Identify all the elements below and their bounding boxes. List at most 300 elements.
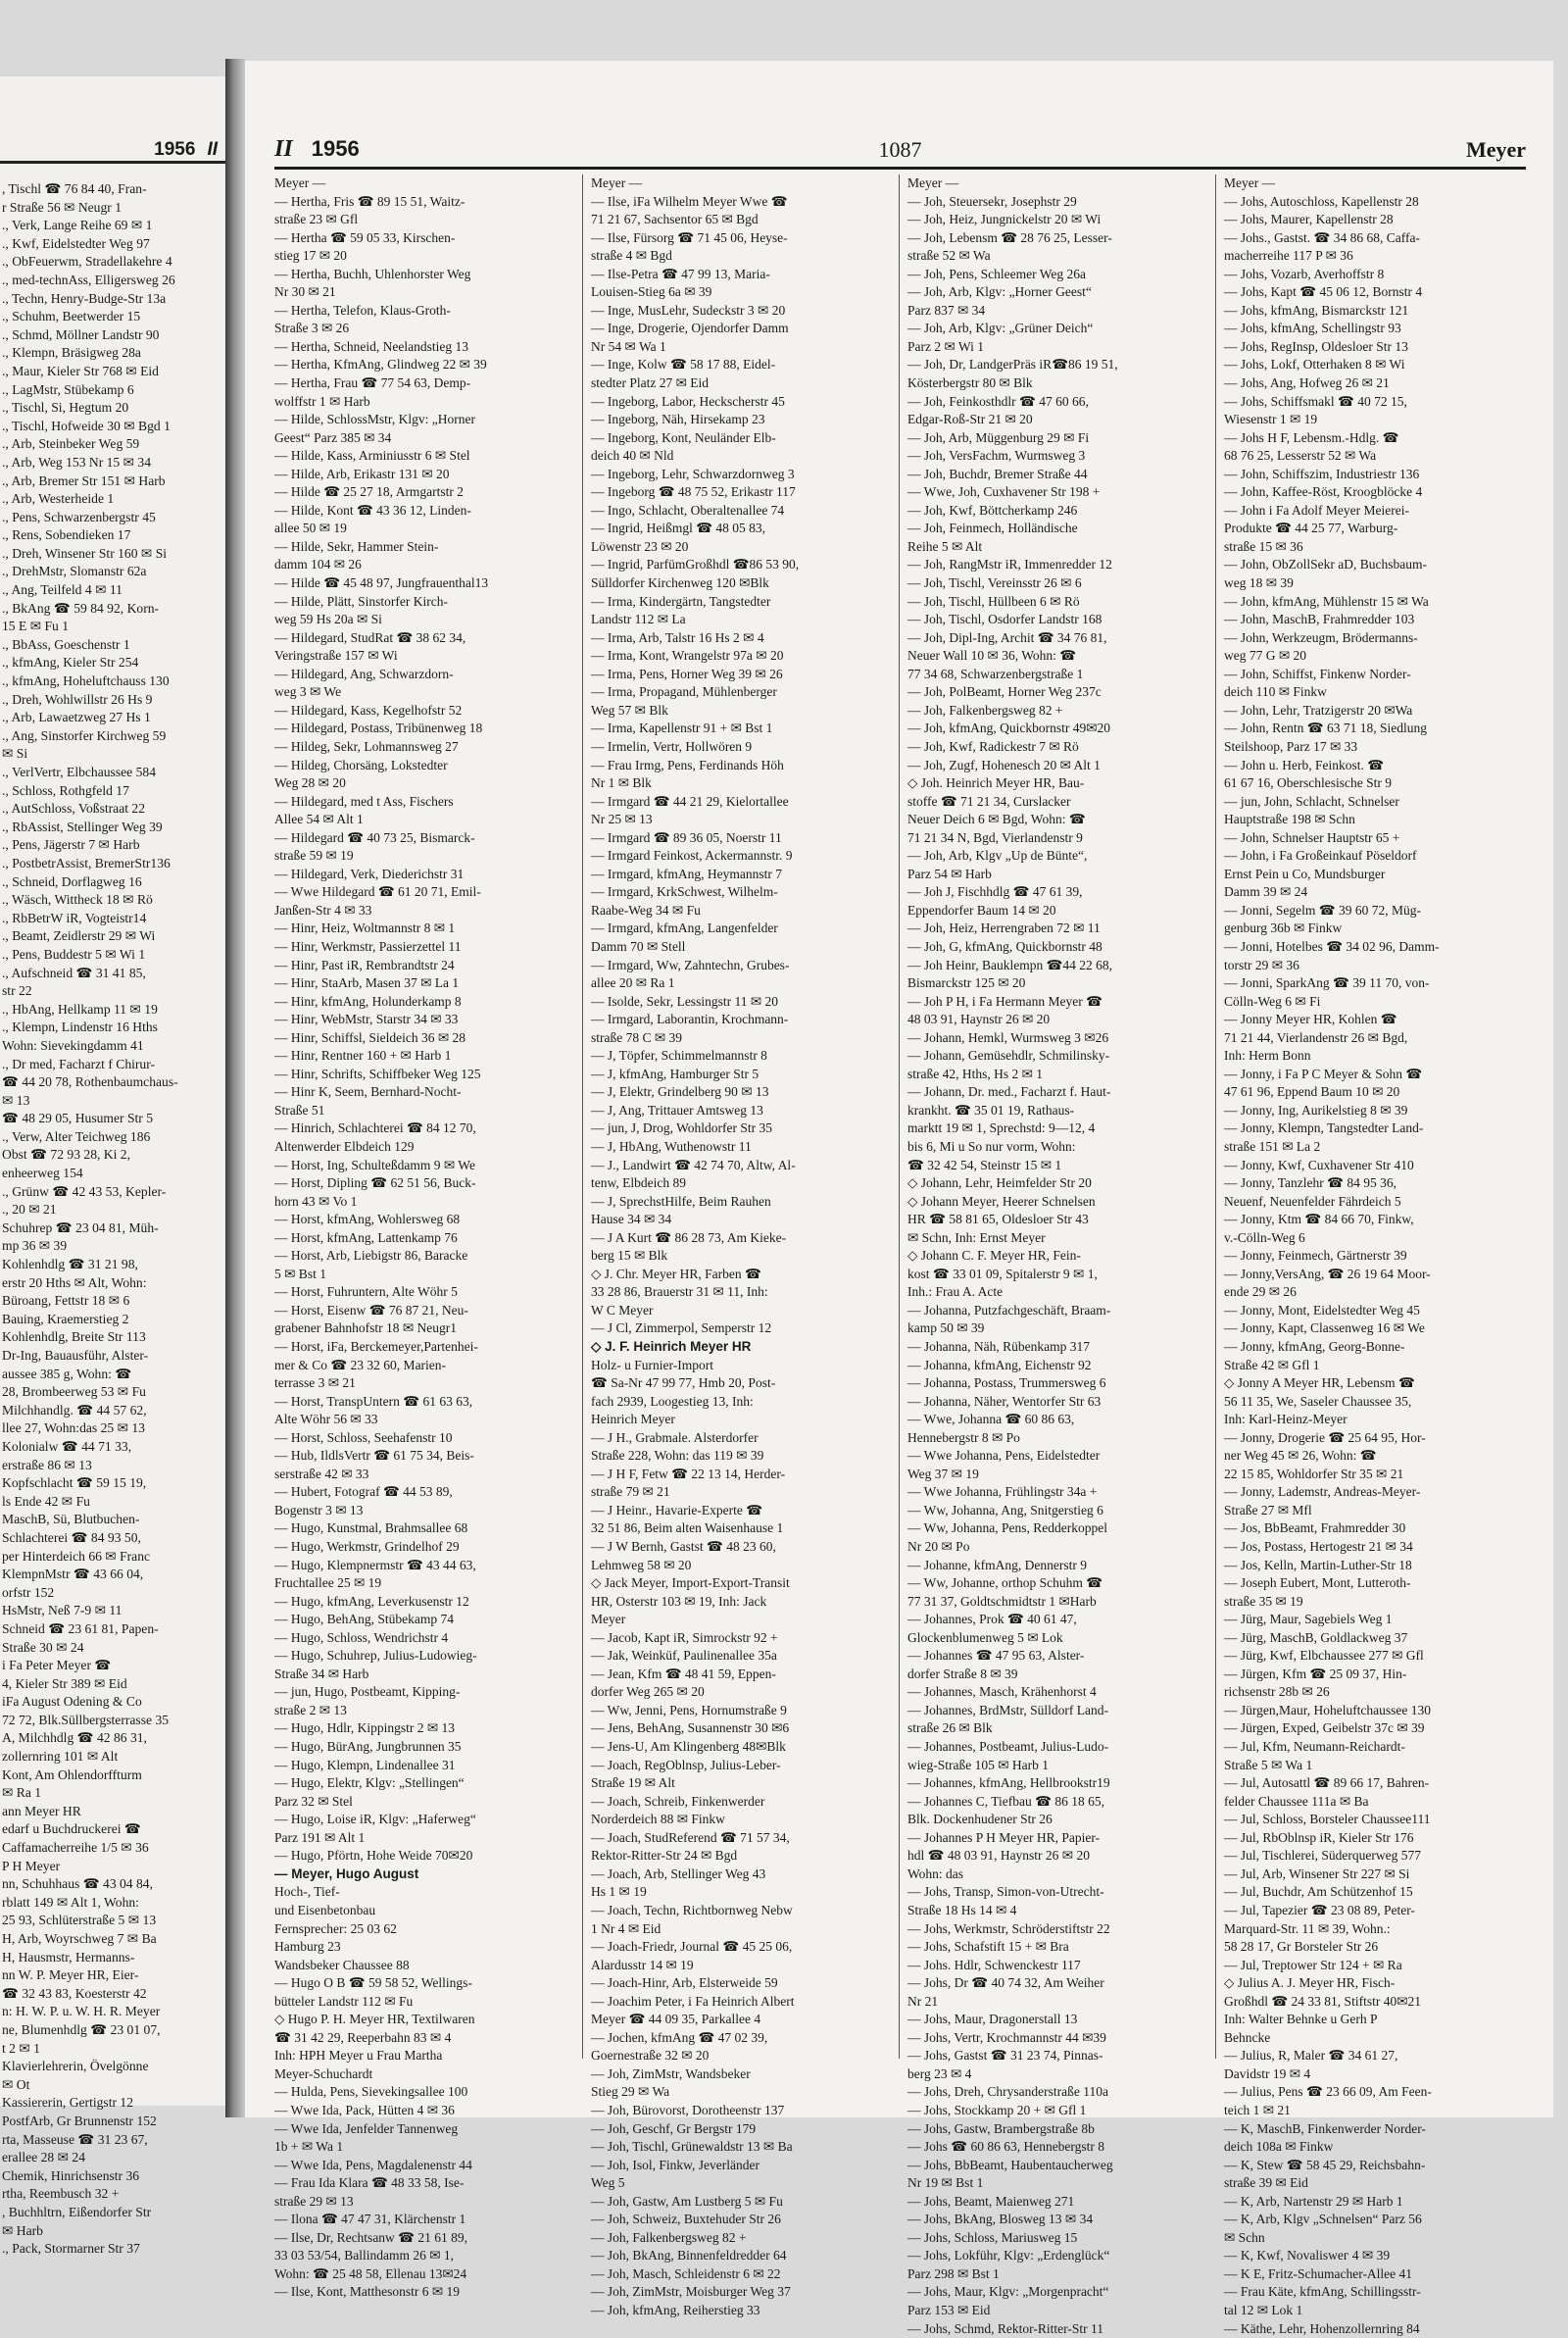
directory-entry-line: 33 28 86, Brauerstr 31 ✉ 11, Inh: (591, 1284, 768, 1300)
directory-entry-line: — Jos, Postass, Hertogestr 21 ✉ 34 (1224, 1539, 1413, 1555)
previous-page-line: r Straße 56 ✉ Neugr 1 (2, 199, 122, 215)
directory-entry-line: kost ☎ 33 01 09, Spitalerstr 9 ✉ 1, (907, 1266, 1098, 1281)
previous-page-line: ✉ Si (2, 746, 28, 762)
directory-entry-line: Reihe 5 ✉ Alt (907, 538, 983, 554)
directory-entry-line: — Johs, Schafstift 15 + ✉ Bra (907, 1939, 1069, 1955)
directory-entry-line: — Jos, BbBeamt, Frahmredder 30 (1224, 1520, 1406, 1536)
directory-entry-line: — Frau Käte, kfmAng, Schillingsstr- (1224, 2284, 1421, 2300)
directory-entry-line: dorfer Weg 265 ✉ 20 (591, 1684, 705, 1700)
directory-entry-line: straße 151 ✉ La 2 (1224, 1138, 1321, 1154)
column-4 (1215, 174, 1532, 2336)
directory-entry-line: — Hugo, Elektr, Klgv: „Stellingen“ (274, 1775, 465, 1791)
previous-page-line: ✉ Ot (2, 2076, 30, 2092)
directory-entry-line: Sülldorfer Kirchenweg 120 ✉Blk (591, 575, 769, 591)
directory-entry-line: — K, Stew ☎ 58 45 29, Reichsbahn- (1224, 2157, 1426, 2172)
previous-page-line: ., HbAng, Hellkamp 11 ✉ 19 (2, 1001, 158, 1017)
directory-entry-line: — Horst, Ing, Schulteßdamm 9 ✉ We (274, 1157, 475, 1172)
previous-page-line: HsMstr, Neß 7-9 ✉ 11 (2, 1603, 122, 1618)
directory-entry-line: — Hugo, BürAng, Jungbrunnen 35 (274, 1739, 462, 1755)
previous-page-line: iFa August Odening & Co (2, 1694, 142, 1710)
directory-entry-line: — Jonny, kfmAng, Georg-Bonne- (1224, 1339, 1405, 1354)
directory-entry-line: — Julius, Pens ☎ 23 66 09, Am Feen- (1224, 2084, 1432, 2100)
directory-entry-line: ✉ Schn (1224, 2229, 1265, 2245)
directory-entry-line: — J Heinr., Havarie-Experte ☎ (591, 1502, 763, 1517)
previous-page-line: i Fa Peter Meyer ☎ (2, 1658, 112, 1673)
directory-entry-line: Altenwerder Elbdeich 129 (274, 1138, 415, 1154)
directory-entry-line: — Johs, Autoschloss, Kapellenstr 28 (1224, 193, 1419, 209)
directory-entry-line: — Inge, Drogerie, Ojendorfer Damm (591, 321, 789, 336)
directory-entry-line: ◇ Johann, Lehr, Heimfelder Str 20 (907, 1175, 1092, 1191)
directory-entry-line: deich 108a ✉ Finkw (1224, 2139, 1334, 2155)
directory-entry-line: Nr 30 ✉ 21 (274, 284, 336, 300)
directory-entry-line: — K, Kwf, Novaliswег 4 ✉ 39 (1224, 2248, 1391, 2263)
directory-entry-line: — Jürg, MaschB, Goldlackweg 37 (1224, 1629, 1408, 1645)
directory-entry-line: Damm 70 ✉ Stell (591, 938, 686, 954)
directory-entry-line: krankht. ☎ 35 01 19, Rathaus- (907, 1102, 1075, 1118)
directory-entry-line: — Horst, Fuhruntern, Alte Wöhr 5 (274, 1284, 458, 1300)
directory-entry-line: — Wwe Ida, Jenfelder Tannenweg (274, 2120, 459, 2136)
directory-entry-line: — Hildeg, Chorsäng, Lokstedter (274, 757, 448, 772)
directory-entry-line: — J., Landwirt ☎ 42 74 70, Altw, Al- (591, 1157, 796, 1172)
previous-page-line: Straße 30 ✉ 24 (2, 1639, 84, 1655)
previous-page-line: Kohlenhdlg, Breite Str 113 (2, 1329, 146, 1345)
directory-entry-line: Blk. Dockenhudener Str 26 (907, 1812, 1053, 1827)
previous-page-line: ann Meyer HR (2, 1803, 81, 1818)
directory-entry-line: — Hugo, Schloss, Wendrichstr 4 (274, 1629, 449, 1645)
directory-entry-line: — Irma, Pens, Horner Weg 39 ✉ 26 (591, 666, 783, 681)
directory-entry-line: — Johann, Dr. med., Facharzt f. Haut- (907, 1084, 1111, 1100)
page-number: 1087 (878, 137, 922, 162)
directory-entry-line: ner Weg 45 ✉ 26, Wohn: ☎ (1224, 1448, 1377, 1464)
directory-page (245, 61, 1553, 2336)
directory-entry-line: — Frau Irmg, Pens, Ferdinands Höh (591, 757, 784, 772)
directory-entry-line: 5 ✉ Bst 1 (274, 1266, 326, 1281)
previous-page-line: ., Schmd, Möllner Landstr 90 (2, 326, 160, 342)
directory-entry-line: — Johs. Hdlr, Schwenckestr 117 (907, 1957, 1081, 1972)
previous-page-line: Klavierlehrerin, Övelgönne (2, 2059, 149, 2074)
previous-page-line: ., DrehMstr, Slomanstr 62a (2, 564, 147, 579)
directory-entry-line: wieg-Straße 105 ✉ Harb 1 (907, 1757, 1050, 1772)
directory-entry-line: Neuer Deich 6 ✉ Bgd, Wohn: ☎ (907, 812, 1086, 827)
previous-page-line: PostfArb, Gr Brunnenstr 152 (2, 2113, 157, 2128)
directory-entry-line: — John, Rentn ☎ 63 71 18, Siedlung (1224, 721, 1427, 736)
directory-entry-line: — Hugo, kfmAng, Leverkusenstr 12 (274, 1593, 469, 1609)
directory-entry-line: ◇ Julius A. J. Meyer HR, Fisch- (1224, 1975, 1396, 1991)
directory-entry-line: dorfer Straße 8 ✉ 39 (907, 1666, 1018, 1681)
previous-page-line: ., Maur, Kieler Str 768 ✉ Eid (2, 363, 159, 378)
directory-entry-line: — Ingeborg, Kont, Neuländer Elb- (591, 429, 776, 445)
directory-entry-line: — Joach, Arb, Stellinger Weg 43 (591, 1865, 766, 1881)
directory-entry-line: Neuenf, Neuenfelder Fährdeich 5 (1224, 1193, 1401, 1209)
directory-entry-line: — Johanna, Näh, Rübenkamp 317 (907, 1339, 1090, 1354)
directory-entry-line: — Hugo, BehAng, Stübekamp 74 (274, 1612, 454, 1627)
directory-entry-line: torstr 29 ✉ 36 (1224, 957, 1299, 972)
previous-page-line: Obst ☎ 72 93 28, Ki 2, (2, 1147, 130, 1163)
directory-entry-line: Landstr 112 ✉ La (591, 612, 686, 627)
directory-entry-line: Eppendorfer Baum 14 ✉ 20 (907, 902, 1056, 918)
previous-page-line: ., Dr med, Facharzt f Chirur- (2, 1056, 156, 1071)
directory-entry-line: Nr 19 ✉ Bst 1 (907, 2175, 984, 2191)
directory-entry-line: — Johs, Dr ☎ 40 74 32, Am Weiher (907, 1975, 1104, 1991)
directory-entry-line: straße 78 C ✉ 39 (591, 1029, 683, 1045)
directory-entry-line: — Joh, Heiz, Jungnickelstr 20 ✉ Wi (907, 212, 1102, 227)
directory-entry-line: straße 42, Hths, Hs 2 ✉ 1 (907, 1066, 1044, 1081)
directory-entry-line: weg 77 G ✉ 20 (1224, 648, 1307, 664)
directory-entry-line: — Hilde, Arb, Erikastr 131 ✉ 20 (274, 466, 450, 481)
directory-entry-line: 77 34 68, Schwarzenbergstraße 1 (907, 666, 1084, 681)
directory-entry-line: Fruchtallee 25 ✉ 19 (274, 1575, 382, 1591)
directory-entry-line: — Ww, Johanna, Pens, Redderkoppel (907, 1520, 1107, 1536)
directory-entry-line: — John, Werkzeugm, Brödermanns- (1224, 629, 1418, 645)
column-3 (899, 174, 1215, 2336)
directory-entry-line: — Johannes, kfmAng, Hellbrookstr19 (907, 1775, 1110, 1791)
directory-entry-line: Behncke (1224, 2029, 1271, 2045)
previous-page-line: ., kfmAng, Kieler Str 254 (2, 655, 139, 671)
previous-page-line: A, Milchhdlg ☎ 42 86 31, (2, 1730, 147, 1746)
directory-entry-line: — Hildegard, Ang, Schwarzdorn- (274, 666, 454, 681)
directory-entry-line: — Johs, Schmd, Rektor-Ritter-Str 11 (907, 2320, 1103, 2336)
previous-page-line: Kohlenhdlg ☎ 31 21 98, (2, 1257, 138, 1272)
directory-entry-line: — Irma, Propagand, Mühlenberger (591, 684, 777, 700)
directory-entry-line: — Ingeborg, Lehr, Schwarzdornweg 3 (591, 466, 795, 481)
directory-entry-line: Wohn: ☎ 25 48 58, Ellenau 13✉24 (274, 2265, 467, 2281)
directory-entry-line: — Johs, Maur, Dragonerstall 13 (907, 2012, 1078, 2027)
directory-entry-line: — Joh, Tischl, Grünewaldstr 13 ✉ Ba (591, 2139, 793, 2155)
directory-entry-line: straße 29 ✉ 13 (274, 2193, 354, 2209)
directory-entry-line: — Joach-Hinr, Arb, Elsterweide 59 (591, 1975, 778, 1991)
directory-entry-line: — Irmelin, Vertr, Hollwören 9 (591, 738, 753, 754)
directory-entry-line: — Joach, Techn, Richtbornweg Nebw (591, 1902, 793, 1917)
directory-entry-line: — jun, Hugo, Postbeamt, Kipping- (274, 1684, 461, 1700)
directory-entry-line: — Jürg, Maur, Sagebiels Weg 1 (1224, 1612, 1393, 1627)
directory-entry-line: — Jean, Kfm ☎ 48 41 59, Eppen- (591, 1666, 776, 1681)
directory-entry-line: — Hildegard, med t Ass, Fischers (274, 793, 454, 809)
directory-entry-line: Hause 34 ✉ 34 (591, 1212, 672, 1227)
previous-page-line: ., Rens, Sobendieken 17 (2, 527, 131, 543)
previous-page-header (0, 131, 233, 164)
previous-page-line: , Buchhltrn, Eißendorfer Str (2, 2204, 152, 2219)
column-2 (582, 174, 899, 2317)
directory-entry-line: — Joh, Schweiz, Buxtehuder Str 26 (591, 2212, 781, 2227)
directory-entry-line: — Joh P H, i Fa Hermann Meyer ☎ (907, 993, 1102, 1009)
directory-entry-line: — Irma, Kont, Wrangelstr 97a ✉ 20 (591, 648, 784, 664)
directory-entry-line: und Eisenbetonbau (274, 1902, 376, 1917)
previous-page-line: H, Hausmstr, Hermanns- (2, 1949, 135, 1965)
directory-entry-line: 71 21 67, Sachsentor 65 ✉ Bgd (591, 212, 759, 227)
directory-entry-line: Hennebergstr 8 ✉ Po (907, 1429, 1020, 1445)
previous-page-line: ., Dreh, Wohlwillstr 26 Hs 9 (2, 691, 153, 707)
directory-entry-line: — Ingrid, Heißmgl ☎ 48 05 83, (591, 521, 766, 536)
directory-entry-line: — Jonny, i Fa P C Meyer & Sohn ☎ (1224, 1066, 1423, 1081)
directory-entry-line: — Johs, Vertr, Krochmannstr 44 ✉39 (907, 2029, 1106, 2045)
directory-entry-line: — Joach, RegOblnsp, Julius-Leber- (591, 1757, 781, 1772)
previous-page-line: ., Arb, Bremer Str 151 ✉ Harb (2, 473, 166, 488)
directory-entry-line: — Joh, ZimMstr, Wandsbeker (591, 2065, 751, 2081)
directory-entry-line: Inh: HPH Meyer u Frau Martha (274, 2048, 443, 2064)
directory-entry-line: — Joh, G, kfmAng, Quickbornstr 48 (907, 938, 1102, 954)
directory-entry-line: — Johs, Vozarb, Averhoffstr 8 (1224, 266, 1385, 281)
directory-entry-line: 48 03 91, Haynstr 26 ✉ 20 (907, 1012, 1051, 1027)
directory-entry-line: — John, Kaffee-Röst, Kroogblöcke 4 (1224, 484, 1423, 500)
directory-entry-line: Alardusstr 14 ✉ 19 (591, 1957, 694, 1972)
directory-entry-line: — Joh, Feinmech, Holländische (907, 521, 1078, 536)
directory-entry-line: stedter Platz 27 ✉ Eid (591, 375, 710, 391)
directory-entry-line: — Johs, Dreh, Chrysanderstraße 110a (907, 2084, 1108, 2100)
directory-entry-line: Straße 34 ✉ Harb (274, 1666, 369, 1681)
directory-entry-line: — Joh, Gastw, Am Lustberg 5 ✉ Fu (591, 2193, 783, 2209)
previous-page-line: Schlachterei ☎ 84 93 50, (2, 1529, 141, 1545)
directory-entry-line: — K, Arb, Nartenstr 29 ✉ Harb 1 (1224, 2193, 1403, 2209)
directory-entry-line: — Hilde, SchlossMstr, Klgv: „Horner (274, 412, 475, 427)
directory-entry-line: Edgar-Roß-Str 21 ✉ 20 (907, 412, 1033, 427)
previous-page-line: H, Arb, Woyrschweg 7 ✉ Ba (2, 1931, 157, 1946)
directory-entry-line: Straße 19 ✉ Alt (591, 1775, 675, 1791)
directory-entry-line: — Irma, Arb, Talstr 16 Hs 2 ✉ 4 (591, 629, 764, 645)
directory-entry-line: Straße 228, Wohn: das 119 ✉ 39 (591, 1448, 764, 1464)
directory-entry-line: deich 40 ✉ Nld (591, 448, 674, 464)
directory-entry-line: allee 50 ✉ 19 (274, 521, 347, 536)
directory-entry-line: — Hinr, WebMstr, Starstr 34 ✉ 33 (274, 1012, 459, 1027)
previous-page-line: ., Tischl, Hofweide 30 ✉ Bgd 1 (2, 418, 171, 433)
directory-entry-line: — Johs., Gastst. ☎ 34 86 68, Caffa- (1224, 229, 1420, 245)
directory-entry-line: 22 15 85, Wohldorfer Str 35 ✉ 21 (1224, 1466, 1404, 1481)
directory-entry-line: — Jonny, Kapt, Classenweg 16 ✉ We (1224, 1320, 1425, 1336)
directory-entry-line: — Hulda, Pens, Sievekingsallee 100 (274, 2084, 468, 2100)
directory-entry-line: — Joh Heinr, Bauklempn ☎44 22 68, (907, 957, 1113, 972)
previous-page-line: 4, Kieler Str 389 ✉ Eid (2, 1675, 127, 1691)
previous-page-line: ✉ Ra 1 (2, 1785, 42, 1801)
directory-entry-line: — Jonny,VersAng, ☎ 26 19 64 Moor- (1224, 1266, 1431, 1281)
previous-page-line: Wohn: Sievekingdamm 41 (2, 1037, 144, 1053)
directory-entry-line: ◇ Joh. Heinrich Meyer HR, Bau- (907, 775, 1085, 791)
directory-entry-line: Hamburg 23 (274, 1939, 341, 1955)
directory-entry-line: — Hugo, Werkmstr, Grindelhof 29 (274, 1539, 460, 1555)
directory-entry-line: — J, Töpfer, Schimmelmannstr 8 (591, 1048, 767, 1064)
directory-entry-line: Steilshoop, Parz 17 ✉ 33 (1224, 738, 1358, 754)
directory-entry-line: — Hertha, Frau ☎ 77 54 63, Demp- (274, 375, 471, 391)
previous-page-part: II (207, 139, 218, 160)
directory-entry-line: — J, kfmAng, Hamburger Str 5 (591, 1066, 760, 1081)
directory-entry-line: — Johann, Hemkl, Wurmsweg 3 ✉26 (907, 1029, 1109, 1045)
directory-entry-line: — Joh, Zugf, Hohenesch 20 ✉ Alt 1 (907, 757, 1101, 772)
directory-entry-line: damm 104 ✉ 26 (274, 557, 362, 572)
directory-entry-line: genburg 36b ✉ Finkw (1224, 920, 1343, 936)
previous-page-line: ✉ Harb (2, 2222, 43, 2238)
previous-page-line: erstr 20 Hths ✉ Alt, Wohn: (2, 1274, 147, 1290)
directory-entry-line: — Joh, Falkenbergsweg 82 + (591, 2229, 747, 2245)
column-head: Meyer — (274, 175, 326, 190)
directory-entry-line: — Wwe, Johanna ☎ 60 86 63, (907, 1412, 1075, 1427)
directory-entry-line: — Johs, Werkmstr, Schröderstiftstr 22 (907, 1920, 1110, 1936)
directory-entry-line: bütteler Landstr 112 ✉ Fu (274, 1993, 414, 2009)
directory-entry-line: straße 26 ✉ Blk (907, 1720, 993, 1736)
directory-entry-line: straße 35 ✉ 19 (1224, 1593, 1303, 1609)
directory-entry-line: — Joh, Kwf, Radickestr 7 ✉ Rö (907, 738, 1079, 754)
directory-entry-line: — J, Ang, Trittauer Amtsweg 13 (591, 1102, 763, 1118)
directory-entry-line: W C Meyer (591, 1302, 654, 1318)
directory-entry-line: bis 6, Mi u So nur vorm, Wohn: (907, 1138, 1076, 1154)
directory-entry-line: — Johs, Lokf, Otterhaken 8 ✉ Wi (1224, 357, 1405, 373)
directory-entry-line: Meyer (591, 1612, 626, 1627)
directory-entry-line: — Jens-U, Am Klingenberg 48✉Blk (591, 1739, 786, 1755)
directory-entry-line: straße 79 ✉ 21 (591, 1484, 670, 1500)
directory-entry-line: 71 21 34 N, Bgd, Vierlandenstr 9 (907, 829, 1083, 845)
directory-entry-line: — Jonni, Segelm ☎ 39 60 72, Müg- (1224, 902, 1421, 918)
directory-entry-line: — Johs, RegInsp, Oldesloer Str 13 (1224, 338, 1408, 354)
directory-entry-line: — Joh, BkAng, Binnenfeldredder 64 (591, 2248, 787, 2263)
directory-entry-line: — Johanna, kfmAng, Eichenstr 92 (907, 1357, 1092, 1372)
previous-page-fragment (0, 76, 226, 2257)
directory-entry-line: — Ilse, iFa Wilhelm Meyer Wwe ☎ (591, 193, 788, 209)
directory-entry-line: — Hilde ☎ 45 48 97, Jungfrauenthal13 (274, 575, 489, 591)
directory-entry-line: — Jonny, Drogerie ☎ 25 64 95, Hor- (1224, 1429, 1426, 1445)
directory-entry-line: — Hertha, Telefon, Klaus-Groth- (274, 302, 451, 318)
directory-entry-line: — Johs ☎ 60 86 63, Hennebergstr 8 (907, 2139, 1105, 2155)
directory-entry-line: — Jonny Meyer HR, Kohlen ☎ (1224, 1012, 1397, 1027)
previous-page-line: erallee 28 ✉ 24 (2, 2150, 85, 2165)
directory-entry-line: 1 Nr 4 ✉ Eid (591, 1920, 662, 1936)
directory-entry-line: — Joh, Lebensm ☎ 28 76 25, Lesser- (907, 229, 1112, 245)
directory-entry-line: — Irmgard, KrkSchwest, Wilhelm- (591, 884, 778, 900)
directory-entry-line: — Jonny, Mont, Eidelstedter Weg 45 (1224, 1302, 1420, 1318)
directory-entry-line: kamp 50 ✉ 39 (907, 1320, 985, 1336)
directory-entry-line: Fernsprecher: 25 03 62 (274, 1920, 397, 1936)
previous-page-line: t 2 ✉ 1 (2, 2040, 40, 2056)
directory-entry-line: — Joh, Tischl, Vereinsstr 26 ✉ 6 (907, 575, 1082, 591)
directory-entry-line: — Johannes, BrdMstr, Sülldorf Land- (907, 1702, 1108, 1717)
directory-entry-line: Inh: Karl-Heinz-Meyer (1224, 1412, 1348, 1427)
directory-entry-line: — Johannes C, Tiefbau ☎ 86 18 65, (907, 1793, 1104, 1809)
directory-entry-line: Holz- u Furnier-Import (591, 1357, 713, 1372)
directory-entry-line: — Horst, kfmAng, Lattenkamp 76 (274, 1229, 458, 1245)
directory-entry-line: Louisen-Stieg 6a ✉ 39 (591, 284, 712, 300)
directory-entry-line: Allee 54 ✉ Alt 1 (274, 812, 364, 827)
directory-entry-line: richsenstr 28b ✉ 26 (1224, 1684, 1330, 1700)
directory-entry-line: — Hinr, kfmAng, Holunderkamp 8 (274, 993, 462, 1009)
page-header (274, 129, 1526, 170)
directory-entry-line: tal 12 ✉ Lok 1 (1224, 2302, 1303, 2317)
previous-page-line: Dr-Ing, Bauausführ, Alster- (2, 1348, 149, 1363)
previous-page-line: ., AutSchloss, Voßstraat 22 (2, 801, 146, 817)
directory-entry-line: — Jul, Tapezier ☎ 23 08 89, Peter- (1224, 1902, 1415, 1917)
directory-entry-line: — John, Schiffst, Finkenw Norder- (1224, 666, 1411, 681)
directory-entry-line: — Johs, Transp, Simon-von-Utrecht- (907, 1884, 1104, 1900)
directory-entry-line: — Johs, Lokführ, Klgv: „Erdenglück“ (907, 2248, 1110, 2263)
previous-page-line: ., Beamt, Zeidlerstr 29 ✉ Wi (2, 928, 156, 944)
directory-entry-line: 1b + ✉ Wa 1 (274, 2139, 344, 2155)
previous-page-line: ne, Blumenhdlg ☎ 23 01 07, (2, 2021, 161, 2037)
previous-page-line: Kont, Am Ohlendorffturm (2, 1766, 142, 1782)
directory-entry-line: — K E, Fritz-Schumacher-Allee 41 (1224, 2265, 1413, 2281)
column-head: Meyer — (1224, 175, 1276, 190)
directory-entry-line: 32 51 86, Beim alten Waisenhause 1 (591, 1520, 784, 1536)
previous-page-line: Chemik, Hinrichsenstr 36 (2, 2167, 140, 2183)
directory-entry-line: — Frau Ida Klara ☎ 48 33 58, Ise- (274, 2175, 465, 2191)
directory-entry-line: — Hinr, Schrifts, Schiffbeker Weg 125 (274, 1066, 481, 1081)
directory-entry-line: — Irmgard ☎ 89 36 05, Noerstr 11 (591, 829, 782, 845)
directory-entry-line: — Julius, R, Maler ☎ 34 61 27, (1224, 2048, 1398, 2064)
directory-entry-line: — Wwe Johanna, Frühlingstr 34a + (907, 1484, 1098, 1500)
previous-page-line: per Hinterdeich 66 ✉ Franc (2, 1548, 151, 1564)
previous-page-line: ☎ 48 29 05, Husumer Str 5 (2, 1111, 153, 1126)
directory-entry-line: — jun, J, Drog, Wohldorfer Str 35 (591, 1120, 773, 1136)
directory-entry-line: — Joh, Arb, Müggenburg 29 ✉ Fi (907, 429, 1090, 445)
directory-entry-line: — Horst, Arb, Liebigstr 86, Baracke (274, 1248, 468, 1264)
directory-entry-line: — Johs, Gastw, Brambergstraße 8b (907, 2120, 1095, 2136)
previous-page-line: ., Schuhm, Beetwerder 15 (2, 309, 141, 324)
directory-entry-line: Raabe-Weg 34 ✉ Fu (591, 902, 701, 918)
previous-page-line: edarf u Buchdruckerei ☎ (2, 1821, 141, 1837)
directory-entry-line: — Hinr, Schiffsl, Sieldeich 36 ✉ 28 (274, 1029, 466, 1045)
directory-entry-line: — Jul, Kfm, Neumann-Reichardt- (1224, 1739, 1405, 1755)
directory-entry-line: — Jürgen, Kfm ☎ 25 09 37, Hin- (1224, 1666, 1407, 1681)
previous-page-line: ✉ 13 (2, 1092, 30, 1108)
directory-entry-line: — Hinr, Werkmstr, Passierzettel 11 (274, 938, 462, 954)
directory-entry-line: — Joh, RangMstr iR, Immenredder 12 (907, 557, 1112, 572)
previous-page-line: P H Meyer (2, 1858, 61, 1873)
directory-entry-line: — Joseph Eubert, Mont, Lutteroth- (1224, 1575, 1411, 1591)
previous-page-line: nn W. P. Meyer HR, Eier- (2, 1967, 139, 1983)
directory-entry-line: Hs 1 ✉ 19 (591, 1884, 647, 1900)
directory-entry-line: — Johanna, Putzfachgeschäft, Braam- (907, 1302, 1111, 1318)
previous-page-line: ., Ang, Sinstorfer Kirchweg 59 (2, 727, 167, 743)
previous-page-line: Schneid ☎ 23 61 81, Papen- (2, 1620, 159, 1636)
directory-entry-line: — Jak, Weinküf, Paulinenallee 35a (591, 1648, 777, 1664)
previous-page-line: ., LagMstr, Stübekamp 6 (2, 381, 134, 397)
directory-entry-line: wolffstr 1 ✉ Harb (274, 393, 370, 409)
directory-entry-line: — Johs, Gastst ☎ 31 23 74, Pinnas- (907, 2048, 1103, 2064)
directory-entry-line: — Joh, Steuersekr, Josephstr 29 (907, 193, 1077, 209)
directory-entry-line: Lehmweg 58 ✉ 20 (591, 1557, 692, 1572)
directory-entry-line: — Isolde, Sekr, Lessingstr 11 ✉ 20 (591, 993, 779, 1009)
directory-entry-line: ende 29 ✉ 26 (1224, 1284, 1297, 1300)
directory-entry-line: — K, Arb, Klgv „Schnelsen“ Parz 56 (1224, 2212, 1422, 2227)
directory-entry-line: — Hubert, Fotograf ☎ 44 53 89, (274, 1484, 453, 1500)
directory-entry-line: — Jonny, Feinmech, Gärtnerstr 39 (1224, 1248, 1407, 1264)
directory-entry-line: terrasse 3 ✉ 21 (274, 1375, 356, 1391)
directory-entry-line: — Jürg, Kwf, Elbchaussee 277 ✉ Gfl (1224, 1648, 1424, 1664)
previous-page-line: nn, Schuhhaus ☎ 43 04 84, (2, 1876, 153, 1892)
directory-entry-line: Veringstraße 157 ✉ Wi (274, 648, 398, 664)
directory-entry-line: Parz 32 ✉ Stel (274, 1793, 353, 1809)
directory-entry-line: — Hinr, Past iR, Rembrandtstr 24 (274, 957, 455, 972)
directory-entry-line: Stieg 29 ✉ Wa (591, 2084, 670, 2100)
directory-entry-line: — Jul, RbOblnsp iR, Kieler Str 176 (1224, 1829, 1414, 1845)
directory-entry-line: — Hinr, Rentner 160 + ✉ Harb 1 (274, 1048, 452, 1064)
directory-entry-line: — Jul, Buchdr, Am Schützenhof 15 (1224, 1884, 1413, 1900)
column-head: Meyer — (591, 175, 643, 190)
running-head-name: Meyer (1465, 137, 1526, 162)
directory-entry-line: — K, MaschB, Finkenwerder Norder- (1224, 2120, 1426, 2136)
previous-page-line: ., Arb, Lawaetzweg 27 Hs 1 (2, 710, 151, 725)
previous-page-line: ., 20 ✉ 21 (2, 1202, 57, 1218)
previous-page-line: ., Aufschneid ☎ 31 41 85, (2, 965, 146, 980)
directory-entry-line: — Joh, Buchdr, Bremer Straße 44 (907, 466, 1088, 481)
directory-entry-line: 56 11 35, We, Saseler Chaussee 35, (1224, 1393, 1412, 1409)
directory-entry-line: — Jonni, SparkAng ☎ 39 11 70, von- (1224, 975, 1430, 991)
year-label: 1956 (311, 136, 360, 161)
directory-entry-line: — J H., Grabmale. Alsterdorfer (591, 1429, 759, 1445)
directory-entry-line: allee 20 ✉ Ra 1 (591, 975, 675, 991)
directory-entry-line: — Johanne, kfmAng, Dennerstr 9 (907, 1557, 1087, 1572)
directory-entry-line: — Joh, VersFachm, Wurmsweg 3 (907, 448, 1086, 464)
column-head: Meyer — (907, 175, 959, 190)
directory-entry-line: 71 21 44, Vierlandenstr 26 ✉ Bgd, (1224, 1029, 1408, 1045)
directory-entry-line: ☎ Sa-Nr 47 99 77, Hmb 20, Post- (591, 1375, 776, 1391)
directory-entry-line: — Jul, Tischlerei, Süderquerweg 577 (1224, 1848, 1421, 1864)
directory-entry-line: 58 28 17, Gr Borsteler Str 26 (1224, 1939, 1379, 1955)
directory-entry-line: — Irma, Kindergärtn, Tangstedter (591, 593, 771, 609)
